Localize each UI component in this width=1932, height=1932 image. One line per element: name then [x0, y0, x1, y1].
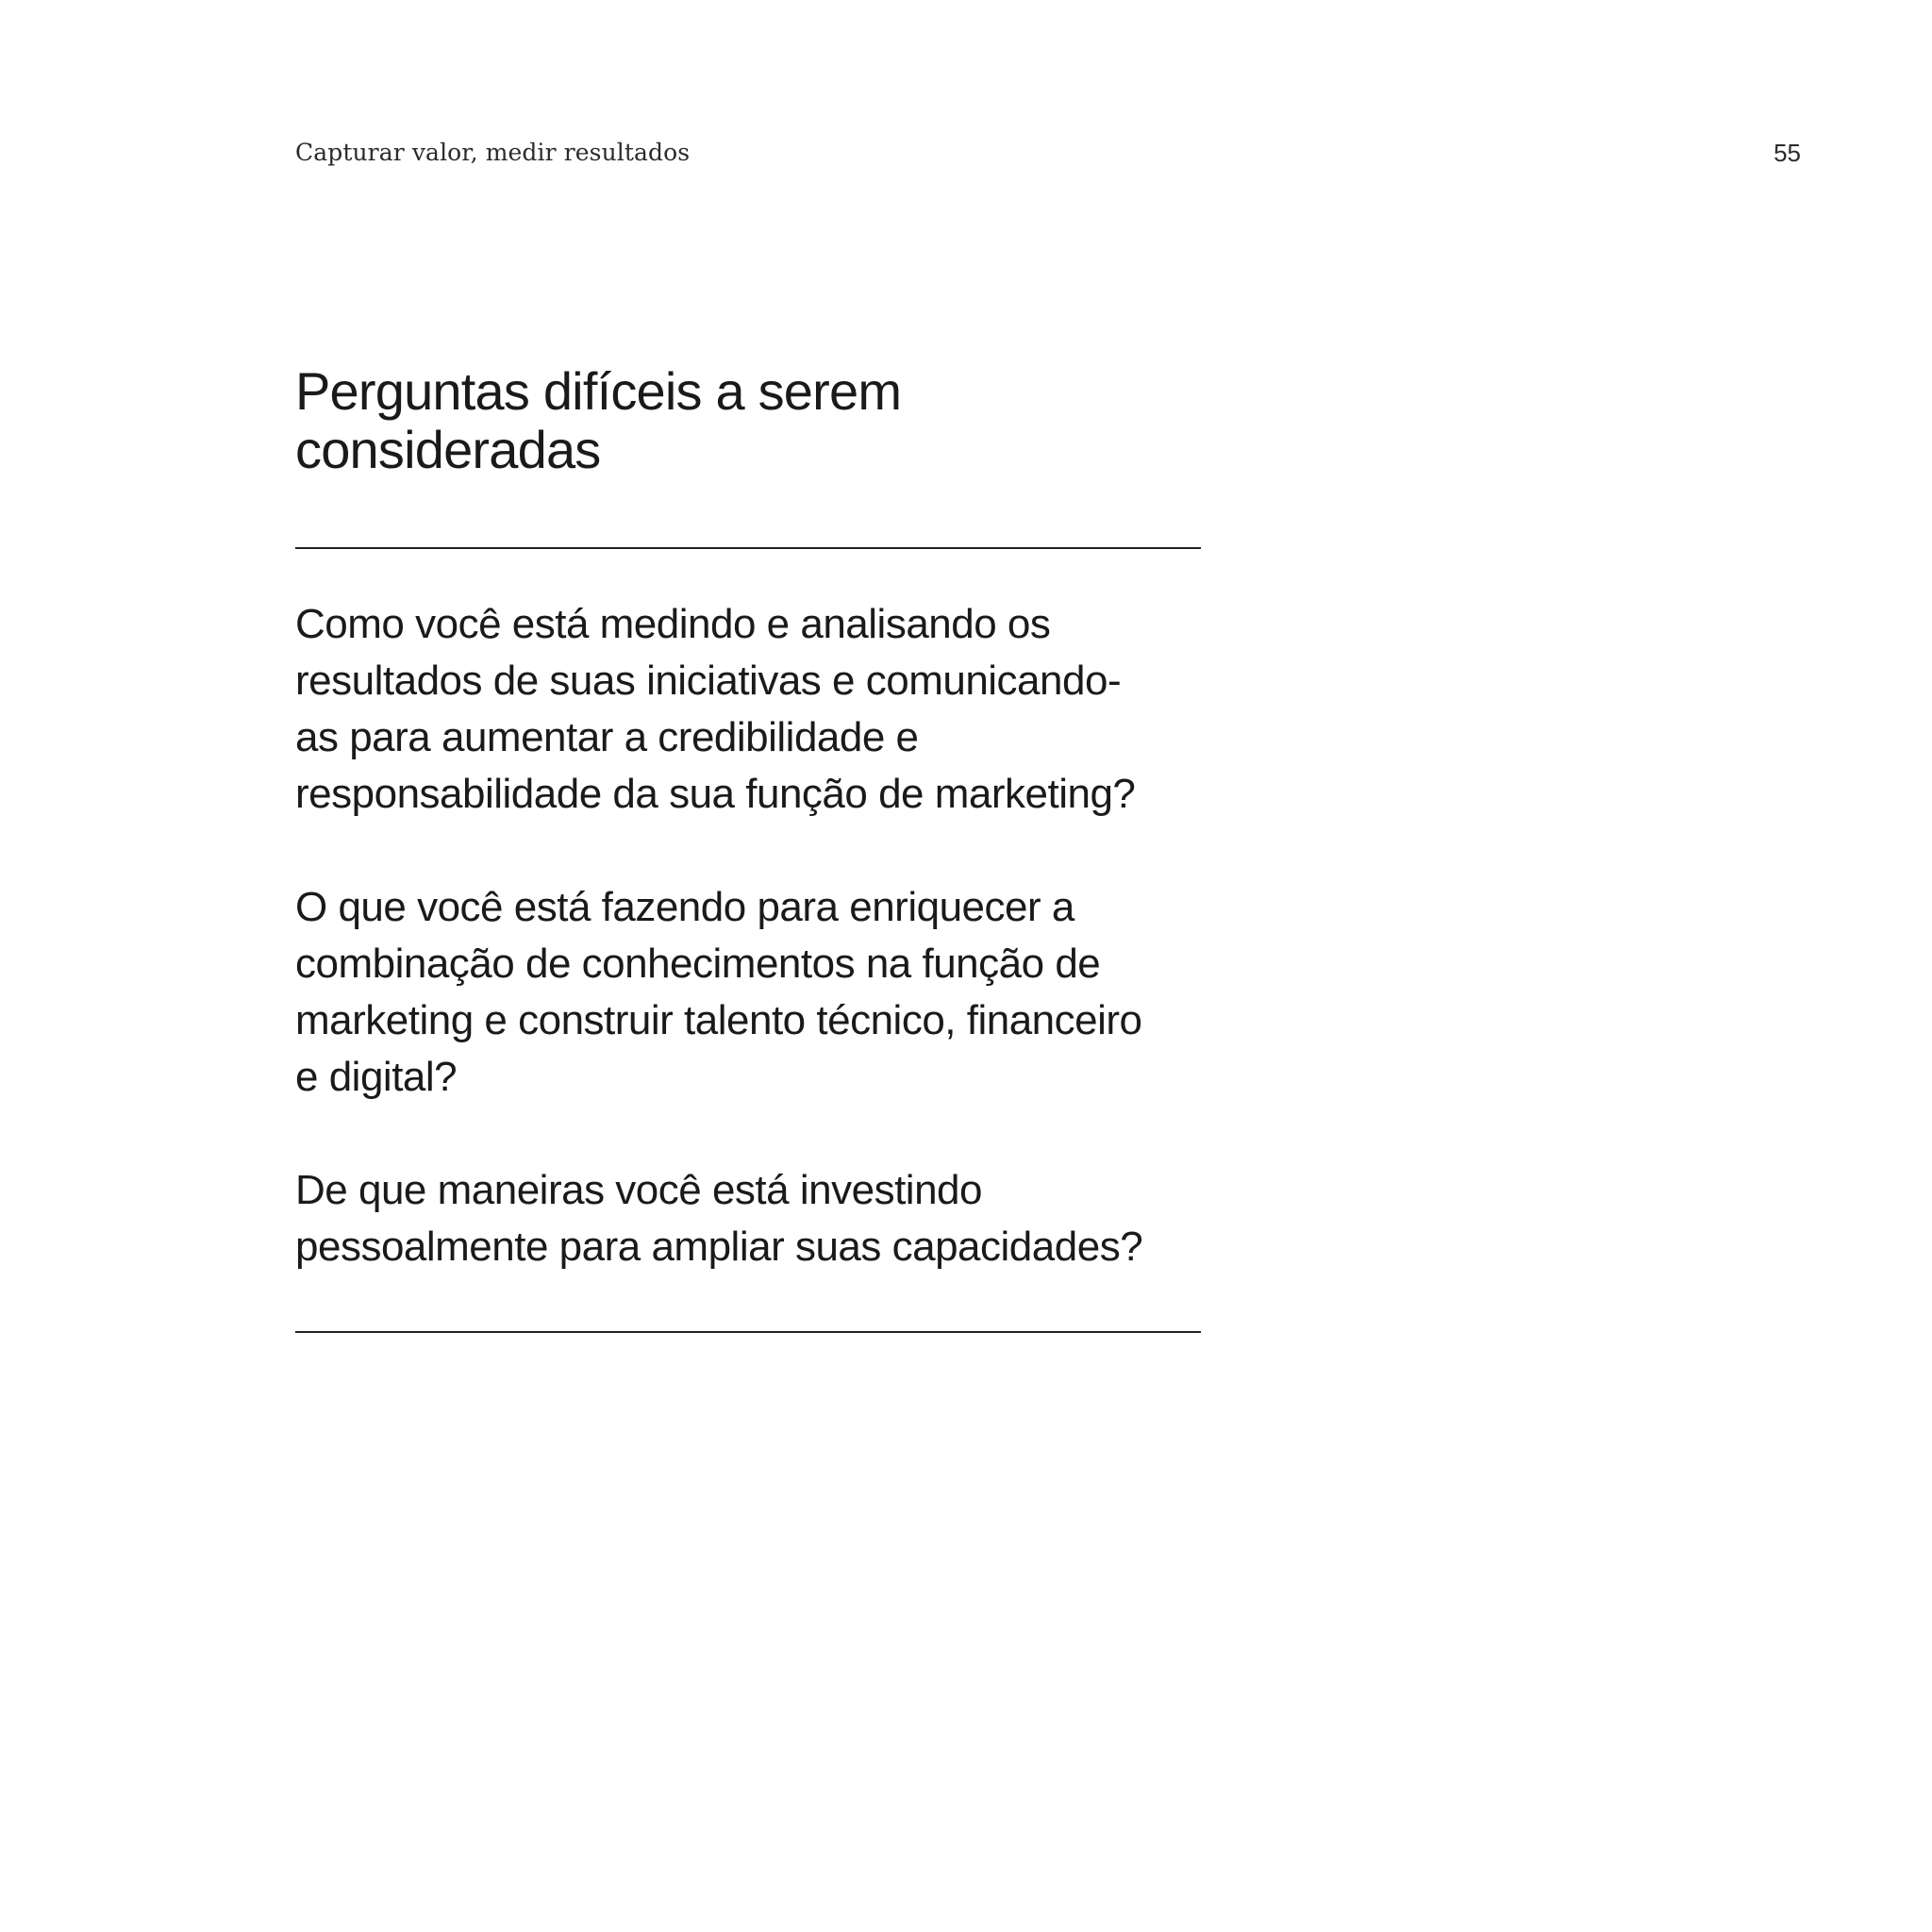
- question-item: [295, 1162, 1220, 1275]
- page-number: 55: [1774, 139, 1801, 167]
- bottom-divider: [295, 1331, 1201, 1333]
- question-line: combinação de conhecimentos na função de: [295, 941, 1101, 987]
- page-title-line: Perguntas difíceis a serem: [295, 361, 902, 421]
- question-line: O que você está fazendo para enriquecer a: [295, 884, 1074, 930]
- question-line: Como você está medindo e analisando os: [295, 601, 1051, 647]
- question-line: pessoalmente para ampliar suas capacidades?: [295, 1224, 1143, 1270]
- page-title: [295, 362, 1144, 479]
- question-line: marketing e construir talento técnico, financeiro: [295, 997, 1142, 1043]
- question-line: e digital?: [295, 1054, 458, 1100]
- question-line: resultados de suas iniciativas e comunicando-: [295, 658, 1122, 704]
- top-divider: [295, 547, 1201, 549]
- questions-list: [295, 596, 1220, 1275]
- question-line: De que maneiras você está investindo: [295, 1167, 982, 1213]
- question-line: responsabilidade da sua função de marketing?: [295, 771, 1136, 817]
- page-title-line: consideradas: [295, 420, 601, 479]
- question-item: [295, 879, 1220, 1106]
- question-line: as para aumentar a credibilidade e: [295, 714, 919, 760]
- running-header: Capturar valor, medir resultados: [295, 139, 691, 166]
- question-item: [295, 596, 1220, 823]
